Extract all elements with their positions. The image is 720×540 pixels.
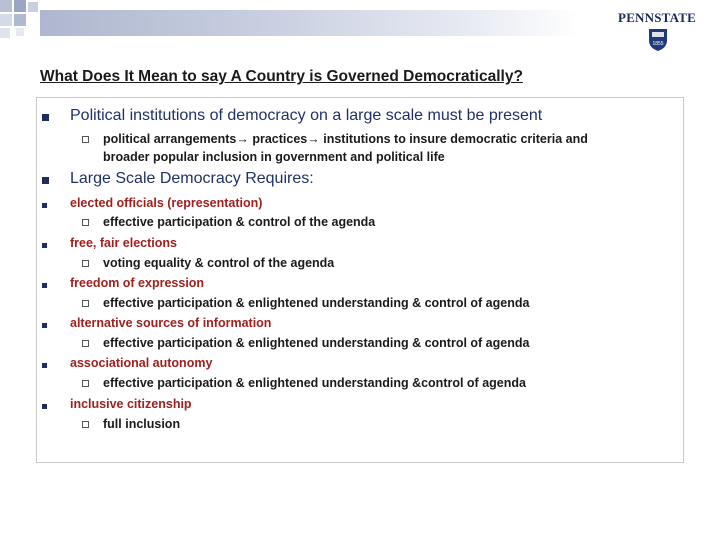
slide-title: What Does It Mean to say A Country is Governed Democratically?	[40, 68, 523, 85]
bullet-icon	[42, 177, 49, 184]
checkbox-bullet-icon	[82, 136, 89, 143]
bullet-icon	[42, 114, 49, 121]
requirement-detail: effective participation & enlightened understanding & control of agenda	[103, 296, 530, 310]
logo-wordmark: PENNSTATE	[618, 10, 696, 25]
point-1-sub-line-1: political arrangements→ practices→ institutions to insure democratic criteria and	[103, 132, 588, 146]
bullet-icon	[42, 323, 47, 328]
requirement-detail: effective participation & enlightened understanding &control of agenda	[103, 376, 526, 390]
header-gradient-bar	[40, 10, 580, 36]
requirement-detail: effective participation & control of the agenda	[103, 215, 376, 229]
logo-year: 1855	[652, 41, 664, 47]
bullet-icon	[42, 243, 47, 248]
requirement-label: inclusive citizenship	[70, 397, 192, 411]
pennstate-logo	[612, 8, 702, 54]
requirement-label: freedom of expression	[70, 276, 205, 290]
checkbox-bullet-icon	[82, 219, 89, 226]
requirement-detail: voting equality & control of the agenda	[103, 256, 335, 270]
checkbox-bullet-icon	[82, 300, 89, 307]
requirement-label: elected officials (representation)	[70, 196, 263, 210]
point-2-text: Large Scale Democracy Requires:	[70, 170, 314, 187]
checkbox-bullet-icon	[82, 340, 89, 347]
requirement-detail: full inclusion	[103, 417, 181, 431]
bullet-icon	[42, 363, 47, 368]
point-1-sub-line-2: broader popular inclusion in government and political life	[103, 150, 445, 164]
requirement-label: associational autonomy	[70, 356, 213, 370]
checkbox-bullet-icon	[82, 260, 89, 267]
requirement-detail: effective participation & enlightened understanding & control of agenda	[103, 336, 530, 350]
requirement-label: alternative sources of information	[70, 316, 272, 330]
bullet-icon	[42, 283, 47, 288]
shield-icon	[648, 28, 668, 52]
bullet-icon	[42, 203, 47, 208]
slide-header	[0, 0, 720, 60]
bullet-icon	[42, 404, 47, 409]
requirement-label: free, fair elections	[70, 236, 177, 250]
checkbox-bullet-icon	[82, 421, 89, 428]
point-1-text: Political institutions of democracy on a large scale must be present	[70, 107, 543, 124]
checkbox-bullet-icon	[82, 380, 89, 387]
